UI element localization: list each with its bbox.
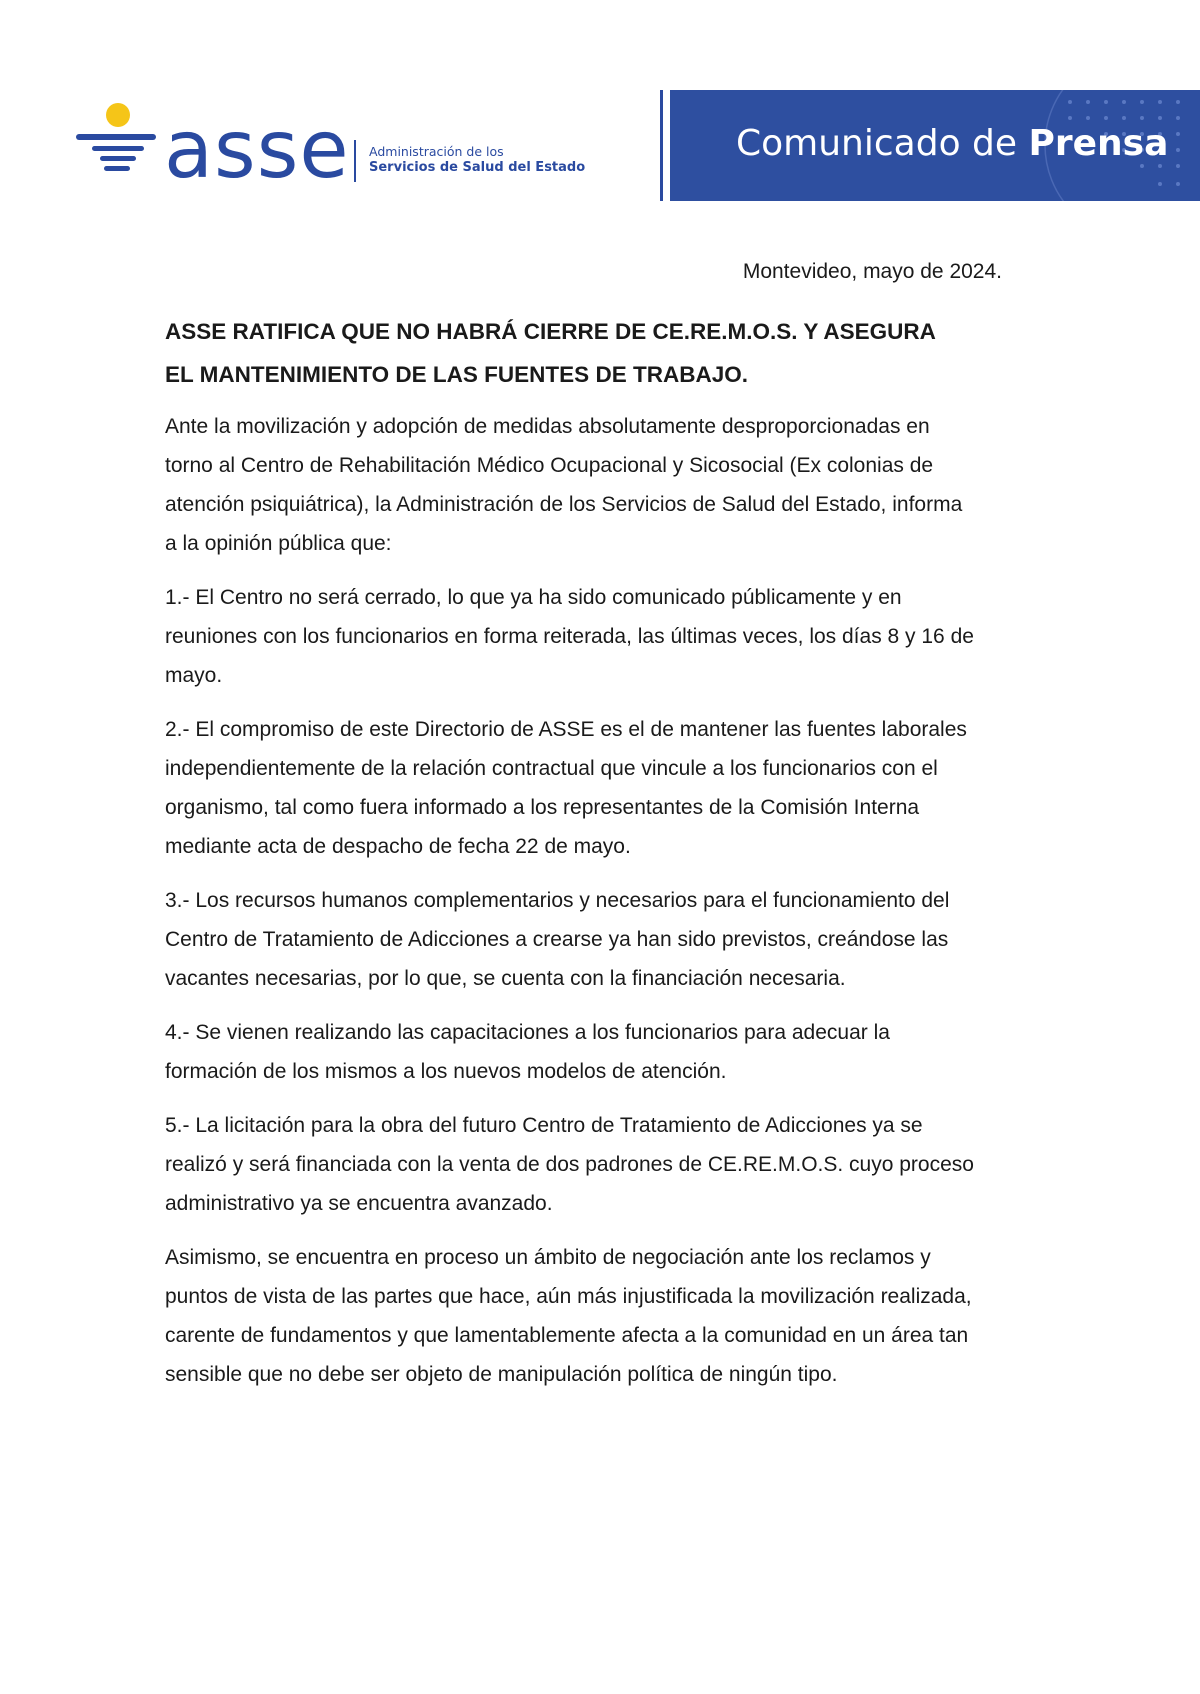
emblem-bar-1 [76, 134, 156, 140]
emblem-bar-3 [100, 156, 136, 161]
headline-line: EL MANTENIMIENTO DE LAS FUENTES DE TRABAJO. [165, 362, 748, 387]
banner-title-regular: Comunicado de [736, 123, 1018, 164]
text-line: 2.- El compromiso de este Directorio de ASSE es el de mantener las fuentes laborales [165, 718, 967, 741]
logo-subtitle [369, 144, 585, 176]
logo-wordmark: asse [164, 103, 350, 196]
body-content [165, 407, 1045, 1409]
text-line: Centro de Tratamiento de Adicciones a crearse ya han sido previstos, creándose las [165, 928, 949, 951]
text-line: atención psiquiátrica), la Administración de los Servicios de Salud del Estado, informa [165, 493, 963, 516]
text-line: vacantes necesarias, por lo que, se cuenta con la financiación necesaria. [165, 967, 846, 990]
intro-paragraph [165, 407, 1045, 563]
text-line: puntos de vista de las partes que hace, aún más injustificada la movilización realizada, [165, 1285, 972, 1308]
logo-separator [354, 140, 356, 182]
text-line: organismo, tal como fuera informado a los representantes de la Comisión Interna [165, 796, 920, 819]
text-line: 1.- El Centro no será cerrado, lo que ya ha sido comunicado públicamente y en [165, 586, 902, 609]
sun-circle [106, 103, 130, 127]
text-line: independientemente de la relación contractual que vincule a los funcionarios con el [165, 757, 938, 780]
text-line: administrativo ya se encuentra avanzado. [165, 1192, 553, 1215]
dateline: Montevideo, mayo de 2024. [742, 260, 1002, 283]
text-line: reuniones con los funcionarios en forma reiterada, las últimas veces, los días 8 y 16 de [165, 625, 974, 648]
text-line: 3.- Los recursos humanos complementarios y necesarios para el funcionamiento del [165, 889, 950, 912]
text-line: mayo. [165, 664, 223, 687]
text-line: mediante acta de despacho de fecha 22 de mayo. [165, 835, 631, 858]
text-line: a la opinión pública que: [165, 532, 392, 555]
banner-title [736, 122, 1168, 166]
emblem-bar-4 [104, 166, 130, 171]
emblem-bar-2 [92, 146, 144, 151]
text-line: realizó y será financiada con la venta de dos padrones de CE.RE.M.O.S. cuyo proceso [165, 1153, 974, 1176]
headline [165, 310, 1045, 396]
text-line: sensible que no debe ser objeto de manipulación política de ningún tipo. [165, 1363, 838, 1386]
asse-sun-emblem-icon [76, 100, 166, 200]
logo-subtitle-line2: Servicios de Salud del Estado [369, 160, 586, 175]
banner-title-bold: Prensa [1028, 123, 1169, 164]
point-1-paragraph [165, 578, 1045, 695]
text-line: formación de los mismos a los nuevos modelos de atención. [165, 1060, 727, 1083]
text-line: 4.- Se vienen realizando las capacitaciones a los funcionarios para adecuar la [165, 1021, 890, 1044]
text-line: 5.- La licitación para la obra del futuro Centro de Tratamiento de Adicciones ya se [165, 1114, 923, 1137]
text-line: carente de fundamentos y que lamentablemente afecta a la comunidad en un área tan [165, 1324, 969, 1347]
point-3-paragraph [165, 881, 1045, 998]
logo-subtitle-line1: Administración de los [369, 144, 504, 159]
closing-paragraph [165, 1238, 1045, 1394]
asse-logo [76, 100, 596, 200]
headline-line: ASSE RATIFICA QUE NO HABRÁ CIERRE DE CE.RE.M.O.S. Y ASEGURA [165, 319, 936, 344]
text-line: Asimismo, se encuentra en proceso un ámbito de negociación ante los reclamos y [165, 1246, 931, 1269]
point-4-paragraph [165, 1013, 1045, 1091]
text-line: torno al Centro de Rehabilitación Médico Ocupacional y Sicosocial (Ex colonias de [165, 454, 934, 477]
banner-divider [660, 90, 663, 201]
point-5-paragraph [165, 1106, 1045, 1223]
point-2-paragraph [165, 710, 1045, 866]
press-release-banner [670, 90, 1200, 201]
text-line: Ante la movilización y adopción de medidas absolutamente desproporcionadas en [165, 415, 930, 438]
